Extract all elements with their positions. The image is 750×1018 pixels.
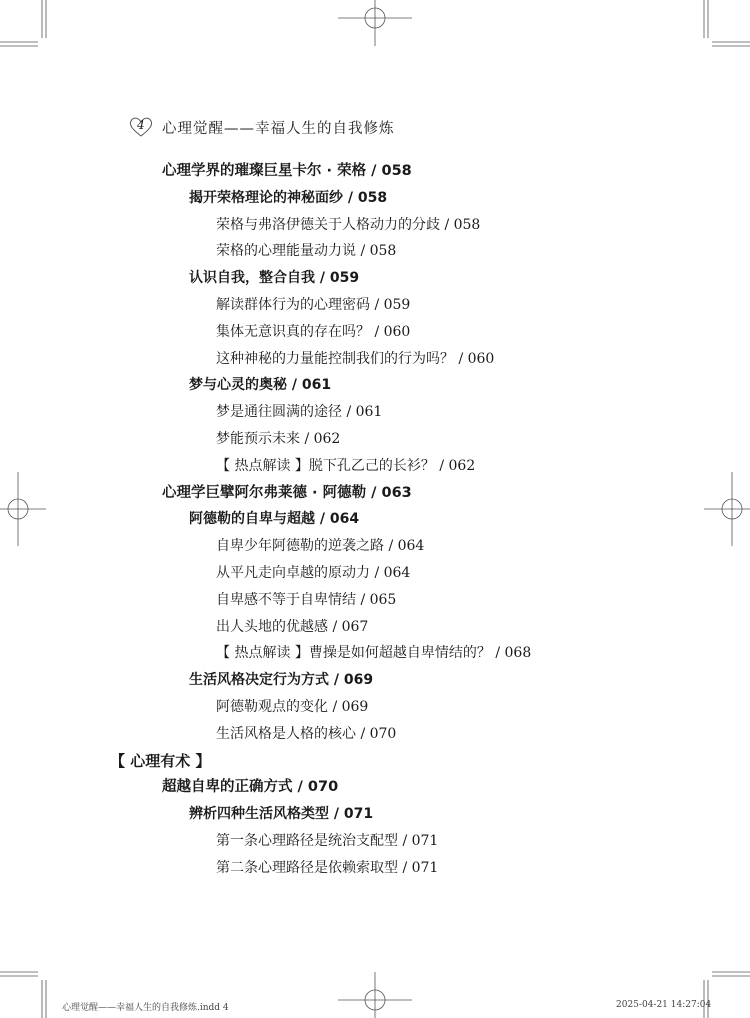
footer-timestamp: 2025-04-21 14:27:04 <box>616 1000 712 1010</box>
page-number: 4 <box>137 118 145 132</box>
book-title: 心理觉醒——幸福人生的自我修炼 <box>162 120 395 137</box>
toc-entry: 梦是通往圆满的途径 / 061 <box>216 404 383 420</box>
toc-entry: 这种神秘的力量能控制我们的行为吗？ / 060 <box>216 351 495 367</box>
toc-entry: 第二条心理路径是依赖索取型 / 071 <box>216 860 439 876</box>
toc-entry: 自卑感不等于自卑情结 / 065 <box>216 592 397 608</box>
running-header <box>128 116 395 138</box>
toc-entry: 梦能预示未来 / 062 <box>216 431 341 447</box>
toc-entry: 生活风格决定行为方式 / 069 <box>189 672 374 688</box>
toc-entry: 心理学界的璀璨巨星卡尔 · 荣格 / 058 <box>162 163 412 179</box>
toc-entry: 认识自我，整合自我 / 059 <box>189 270 360 286</box>
toc-entry: 荣格的心理能量动力说 / 058 <box>216 243 397 259</box>
toc-entry: 从平凡走向卓越的原动力 / 064 <box>216 565 411 581</box>
toc-entry: 第一条心理路径是统治支配型 / 071 <box>216 833 439 849</box>
toc-entry: 梦与心灵的奥秘 / 061 <box>189 377 332 393</box>
toc-entry: 辨析四种生活风格类型 / 071 <box>189 806 374 822</box>
toc-entry: 自卑少年阿德勒的逆袭之路 / 064 <box>216 538 425 554</box>
toc-entry: 出人头地的优越感 / 067 <box>216 619 369 635</box>
toc-entry: 生活风格是人格的核心 / 070 <box>216 726 397 742</box>
toc-entry: 荣格与弗洛伊德关于人格动力的分歧 / 058 <box>216 217 481 233</box>
toc-entry: 阿德勒观点的变化 / 069 <box>216 699 369 715</box>
toc-entry: 集体无意识真的存在吗？ / 060 <box>216 324 411 340</box>
footer-filename: 心理觉醒——幸福人生的自我修炼.indd 4 <box>62 1003 229 1013</box>
toc-entry: 超越自卑的正确方式 / 070 <box>162 779 339 795</box>
toc-entry: 【 热点解读 】曹操是如何超越自卑情结的？ / 068 <box>216 645 532 661</box>
toc-entry: 心理学巨擘阿尔弗莱德 · 阿德勒 / 063 <box>162 485 412 501</box>
toc-entry: 【 热点解读 】脱下孔乙己的长衫？ / 062 <box>216 458 476 474</box>
heart-icon <box>128 116 154 138</box>
toc-entry: 揭开荣格理论的神秘面纱 / 058 <box>189 190 388 206</box>
toc-entry: 阿德勒的自卑与超越 / 064 <box>189 511 360 527</box>
toc-entry: 解读群体行为的心理密码 / 059 <box>216 297 411 313</box>
section-heading: 【 心理有术 】 <box>110 752 211 770</box>
